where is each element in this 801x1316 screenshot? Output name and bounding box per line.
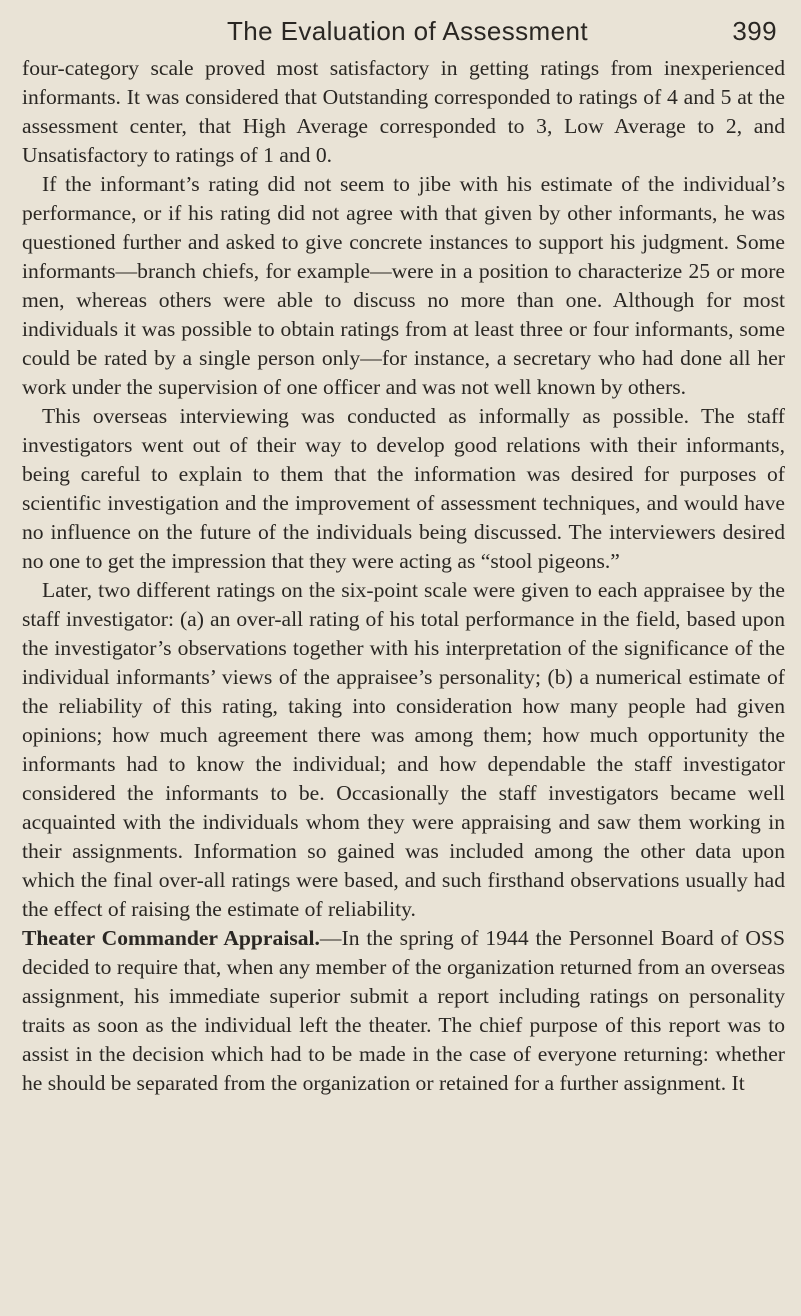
- paragraph: Later, two different ratings on the six-point scale were given to each appraisee by the staff investigator: (a) an over-all rating of his total performance in the field, based upon the investigator’s observations together with his interpretation of the significance of the individual informants’ views of the appraisee’s personality; (b) a numerical estimate of the reliability of this rating, taking into consideration how many people had given opinions; how much agreement there was among them; how much opportunity the informants had to know the individual; and how dependable the staff investigator considered the informants to be. Occasionally the staff investigators became well acquainted with the individuals whom they were appraising and saw them working in their assignments. Information so gained was included among the other data upon which the final over-all ratings were based, and such firsthand observations usually had the effect of raising the estimate of reliability.: [22, 578, 785, 921]
- running-head-title: The Evaluation of Assessment: [227, 16, 588, 46]
- paragraph: If the informant’s rating did not seem to jibe with his estimate of the individual’s performance, or if his rating did not agree with that given by other informants, he was questioned further and asked to give concrete instances to support his judgment. Some informants—branch chiefs, for example—were in a position to characterize 25 or more men, whereas others were able to discuss no more than one. Although for most individuals it was possible to obtain ratings from at least three or four informants, some could be rated by a single person only—for instance, a secretary who had done all her work under the supervision of one officer and was not well known by others.: [22, 172, 785, 399]
- running-head: [22, 14, 785, 54]
- section-paragraph: [22, 924, 785, 1098]
- section-text: —In the spring of 1944 the Personnel Board of OSS decided to require that, when any member of the organization returned from an overseas assignment, his immediate superior submit a report including ratings on personality traits as soon as the individual left the theater. The chief purpose of this report was to assist in the decision which had to be made in the case of everyone returning: whether he should be separated from the organization or retained for a further assignment. It: [22, 926, 786, 1095]
- paragraph-continued: four-category scale proved most satisfactory in getting ratings from inexperienced informants. It was considered that Outstanding corresponded to ratings of 4 and 5 at the assessment center, that High Average corresponded to 3, Low Average to 2, and Unsatisfactory to ratings of 1 and 0.: [22, 56, 785, 167]
- paragraph: This overseas interviewing was conducted as informally as possible. The staff investigators went out of their way to develop good relations with their informants, being careful to explain to them that the information was desired for purposes of scientific investigation and the improvement of assessment techniques, and would have no influence on the future of the individuals being discussed. The interviewers desired no one to get the impression that they were acting as “stool pigeons.”: [22, 404, 785, 573]
- section-heading: Theater Commander Appraisal.: [22, 926, 320, 950]
- page-number: 399: [732, 16, 777, 46]
- body-text: [22, 54, 785, 1098]
